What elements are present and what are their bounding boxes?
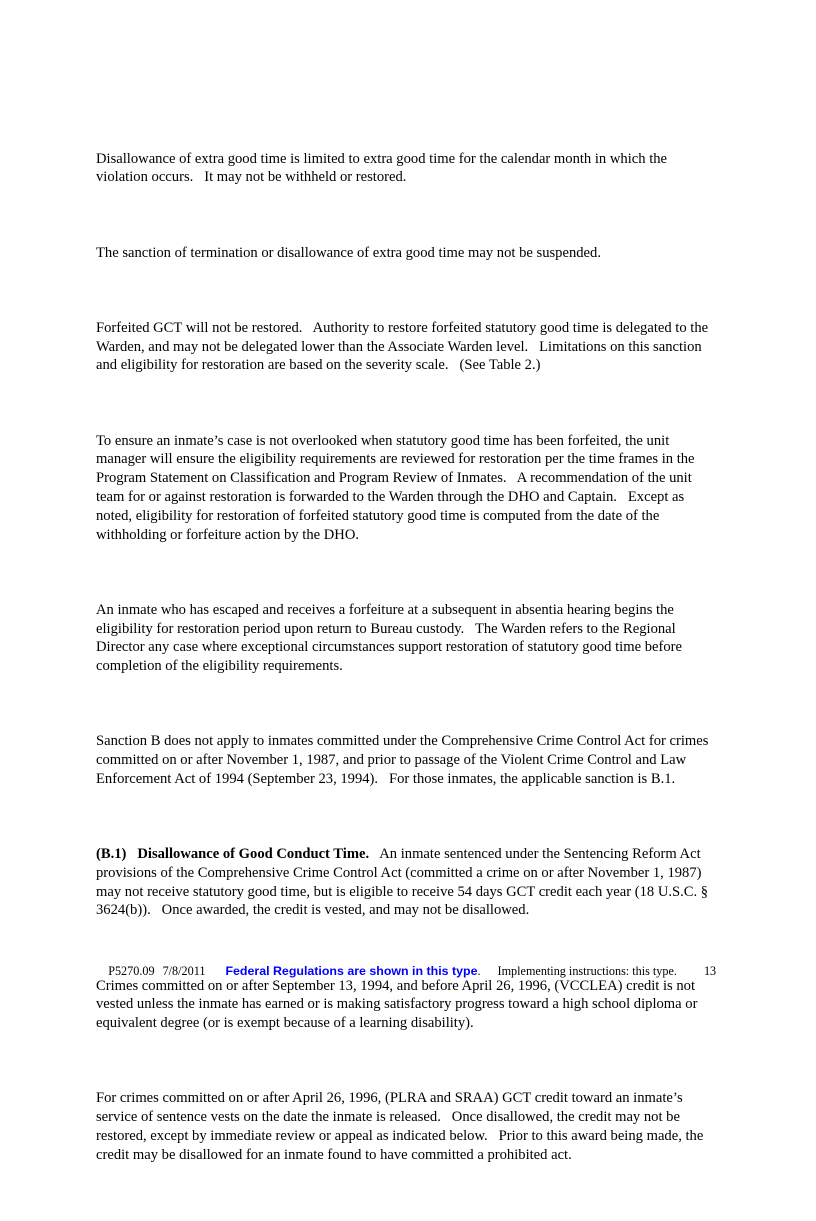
paragraph bbox=[96, 845, 722, 920]
paragraph: The sanction of termination or disallowance of extra good time may not be suspended. bbox=[96, 244, 601, 261]
paragraph: For crimes committed on or after April 26, 1996, (PLRA and SRAA) GCT credit toward an inmate’s service of sentence vests on the date the inmate is released. Once disallowed, the credit may not be restored, except by immediate review or appeal as indicated below. Prior to this award being made, the credit may be disallowed for an inmate found to have committed a prohibited act. bbox=[96, 1090, 707, 1163]
paragraph-bold-heading: (B.1) Disallowance of Good Conduct Time. bbox=[96, 846, 370, 863]
paragraph: Crimes committed on or after September 13, 1994, and before April 26, 1996, (VCCLEA) credit is not vested unless the inmate has earned or is making satisfactory progress toward a high school diploma or equivalent degree (or is exempt because of a learning disability). bbox=[96, 977, 702, 1032]
footer-regulation-note: Federal Regulations are shown in this type bbox=[225, 964, 478, 978]
paragraph-text: An inmate sentenced under the Sentencing Reform Act provisions of the Comprehensive Crime Control Act (committed a crime on or after November 1, 1987) may not receive statutory good time, but is eligible to receive 54 days GCT credit each year (18 U.S.C. § 3624(b)). Once awarded, the credit is vested, and may not be disallowed. bbox=[96, 846, 712, 919]
document-body bbox=[96, 112, 722, 1221]
paragraph: Sanction B does not apply to inmates committed under the Comprehensive Crime Control Act for crimes committed on or after November 1, 1987, and prior to passage of the Violent Crime Control and Law Enforcement Act of 1994 (September 23, 1994). For those inmates, the applicable sanction is B.1. bbox=[96, 733, 713, 787]
footer-doc-number: P5270.09 bbox=[108, 964, 155, 978]
footer-regulation-note-period: . bbox=[477, 964, 481, 978]
footer-date: 7/8/2011 bbox=[162, 964, 206, 978]
footer-instruction-note: Implementing instructions: this type. bbox=[497, 964, 677, 978]
paragraph: Disallowance of extra good time is limited to extra good time for the calendar month in which the violation occurs. It may not be withheld or restored. bbox=[96, 150, 671, 186]
paragraph: To ensure an inmate’s case is not overlooked when statutory good time has been forfeited, the unit manager will ensure the eligibility requirements are reviewed for restoration per the time frames in the Program Statement on Classification and Program Review of Inmates. A recommendation of the unit team for or against restoration is forwarded to the Warden through the DHO and Captain. Except as noted, eligibility for restoration of forfeited statutory good time is computed from the date of the withholding or forfeiture action by the DHO. bbox=[96, 432, 699, 543]
page-footer bbox=[96, 949, 722, 994]
paragraph: Forfeited GCT will not be restored. Authority to restore forfeited statutory good time is delegated to the Warden, and may not be delegated lower than the Associate Warden level. Limitations on this sanction and eligibility for restoration are based on the severity scale. (See Table 2.) bbox=[96, 319, 712, 374]
footer-page-number: 13 bbox=[703, 964, 717, 978]
paragraph: An inmate who has escaped and receives a forfeiture at a subsequent in absentia hearing begins the eligibility for restoration period upon return to Bureau custody. The Warden refers to the Regional Director any case where exceptional circumstances support restoration of statutory good time before completion of the eligibility requirements. bbox=[96, 601, 686, 675]
